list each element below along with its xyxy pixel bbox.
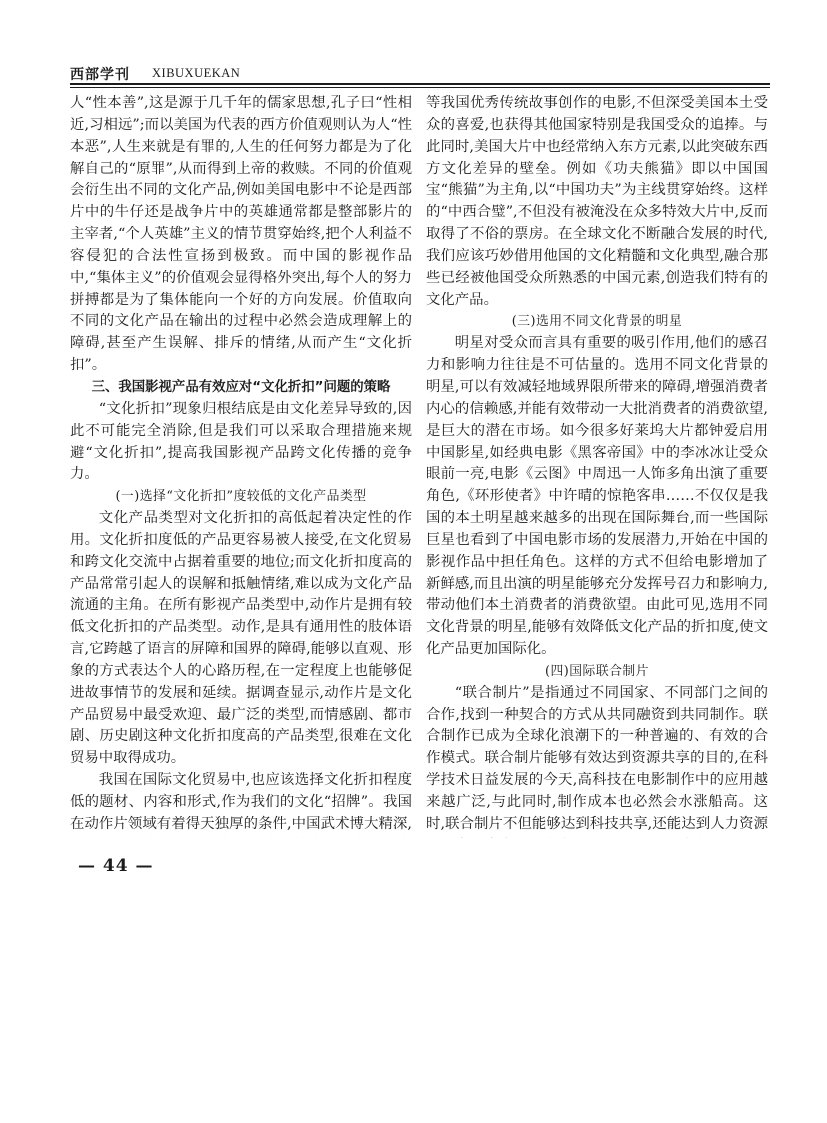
page-number: — 44 — (78, 856, 154, 876)
subsection-heading: (三)选用不同文化背景的明星 (511, 314, 683, 330)
header-rule-thick (70, 83, 770, 85)
running-header (70, 62, 770, 84)
section-heading: 三、我国影视产品有效应对“文化折扣”问题的策略 (91, 379, 391, 395)
paragraph: 人“性本善”,这是源于几千年的儒家思想,孔子曰“性相近,习相远”;而以美国为代表的西方价值观则认为人“性本恶”,人生来就是有罪的,人生的任何努力都是为了化解自己的“原罪”,从而得到上帝的救赎。不同的价值观会衍生出不同的文化产品,例如美国电影中不论是西部片中的牛仔还是战争片中的英雄通常都是整部影片的主宰者,“个人英雄”主义的情节贯穿始终,把个人利益不容侵犯的合法性宣扬到极致。而中国的影视作品中,“集体主义”的价值观会显得格外突出,每个人的努力拼搏都是为了集体能向一个好的方向发展。价值取向不同的文化产品在输出的过程中必然会造成理解上的障碍,甚至产生误解、排斥的情绪,从而产生“文化折扣”。 (70, 95, 412, 374)
paragraph: 我国在国际文化贸易中,也应该选择文化折扣程度低的题材、内容和形式,作为我们的文化“招牌”。我国在动作片领域有着得天独厚的条件,中国武术博大精深, (70, 772, 412, 832)
journal-title-cn: 西部学刊 (70, 67, 130, 83)
journal-title-en: XIBUXUEKAN (152, 66, 241, 80)
subsection-heading: (一)选择“文化折扣”度较低的文化产品类型 (115, 489, 367, 505)
paragraph: 等我国优秀传统故事创作的电影,不但深受美国本土受众的喜爱,也获得其他国家特别是我国受众的追捧。与此同时,美国大片中也经常纳入东方元素,以此突破东西方文化差异的壁垒。例如《功夫熊猫》即以中国国宝“熊猫”为主角,以“中国功夫”为主线贯穿始终。这样的“中西合璧”,不但没有被淹没在众多特效大片中,反而取得了不俗的票房。在全球文化不断融合发展的时代,我们应该巧妙借用他国的文化精髓和文化典型,融合那些已经被他国受众所熟悉的中国元素,创造我们特有的文化产品。 (426, 95, 768, 308)
paragraph: “联合制片”是指通过不同国家、不同部门之间的合作,找到一种契合的方式从共同融资到共同制作。联合制作已成为全球化浪潮下的一种普遍的、有效的合作模式。联合制片能够有效达到资源共享的目的,在科学技术日益发展的今天,高科技在电影制作中的应用越来越广泛,与此同时,制作成本也必然会水涨船高。这时,联合制片不但能够达到科技共享,还能达到人力资源 (426, 684, 768, 832)
paragraph: “文化折扣”现象归根结底是由文化差异导致的,因此不可能完全消除,但是我们可以采取合理措施来规避“文化折扣”,提高我国影视产品跨文化传播的竞争力。 (70, 400, 412, 483)
right-column (426, 93, 768, 838)
paragraph: 明星对受众而言具有重要的吸引作用,他们的感召力和影响力往往是不可估量的。选用不同文化背景的明星,可以有效减轻地域界限所带来的障碍,增强消费者内心的信赖感,并能有效带动一大批消费者的消费欲望,是巨大的潜在市场。如今很多好莱坞大片都钟爱启用中国影星,如经典电影《黑客帝国》中的李冰冰让受众眼前一亮,电影《云图》中周迅一人饰多角出演了重要角色,《环形使者》中许晴的惊艳客串……不仅仅是我国的本土明星越来越多的出现在国际舞台,而一些国际巨星也看到了中国电影市场的发展潜力,开始在中国的影视作品中担任角色。这样的方式不但给电影增加了新鲜感,而且出演的明星能够充分发挥号召力和影响力,带动他们本土消费者的消费欲望。由此可见,选用不同文化背景的明星,能够有效降低文化产品的折扣度,使文化产品更加国际化。 (426, 335, 768, 658)
header-rule-thin (70, 87, 770, 88)
left-column (70, 93, 412, 838)
paragraph: 文化产品类型对文化折扣的高低起着决定性的作用。文化折扣度低的产品更容易被人接受,在文化贸易和跨文化交流中占据着重要的地位;而文化折扣度高的产品常常引起人的误解和抵触情绪,难以成为文化产品流通的主角。在所有影视产品类型中,动作片是拥有较低文化折扣的产品类型。动作,是具有通用性的肢体语言,它跨越了语言的屏障和国界的障碍,能够以直观、形象的方式表达个人的心路历程,在一定程度上也能够促进故事情节的发展和延续。据调查显示,动作片是文化产品贸易中最受欢迎、最广泛的类型,而情感剧、都市剧、历史剧这种文化折扣度高的产品类型,很难在文化贸易中取得成功。 (70, 510, 412, 767)
subsection-heading: (四)国际联合制片 (544, 663, 650, 679)
